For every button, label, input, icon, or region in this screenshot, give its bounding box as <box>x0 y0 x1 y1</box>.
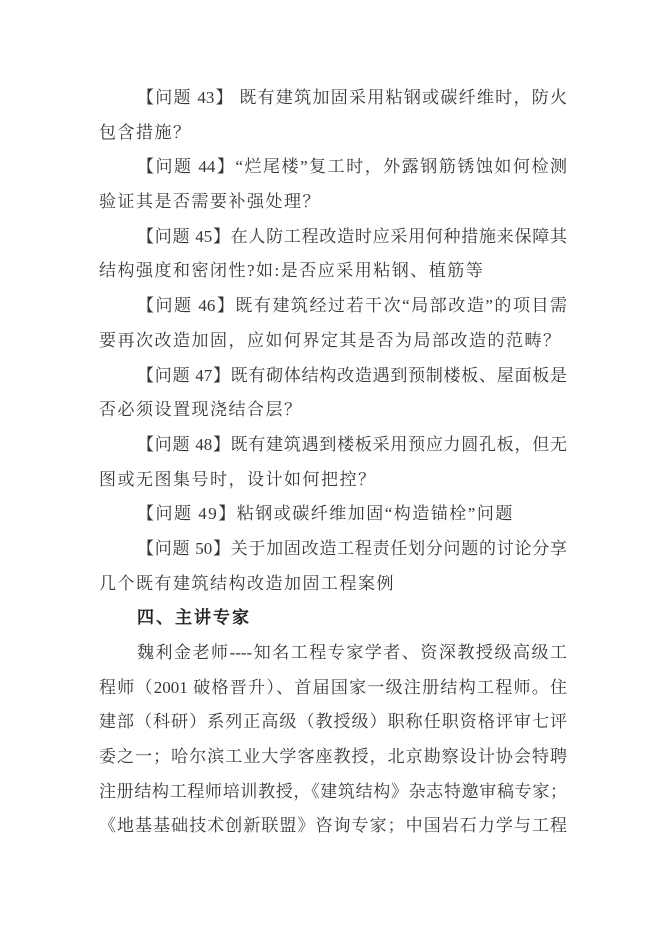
text-line: 【问题 49】粘钢或碳纤维加固“构造锚栓”问题 <box>137 504 514 524</box>
text-line: 注册结构工程师培训教授，《建筑结构》杂志特邀审稿专家； <box>99 781 567 801</box>
text-line: 【问题 43】 既有建筑加固采用粘钢或碳纤维时，防火 <box>137 88 567 107</box>
text-line: 结构强度和密闭性?如:是否应采用粘钢、植筋等 <box>99 261 485 281</box>
text-line: 否必须设置现浇结合层？ <box>99 400 303 420</box>
text-line: 《地基基础技术创新联盟》咨询专家；中国岩石力学与工程 <box>99 816 567 836</box>
text-line: 要再次改造加固，应如何界定其是否为局部改造的范畴？ <box>99 330 562 350</box>
section-heading: 四、主讲专家 <box>137 608 251 628</box>
text-line: 委之一；哈尔滨工业大学客座教授，北京勘察设计协会特聘 <box>99 747 567 767</box>
text-line: 魏利金老师----知名工程专家学者、资深教授级高级工 <box>137 643 567 662</box>
text-line: 【问题 50】关于加固改造工程责任划分问题的讨论分享 <box>137 538 567 558</box>
text-line: 几个既有建筑结构改造加固工程案例 <box>99 573 395 593</box>
text-line: 【问题 45】在人防工程改造时应采用何种措施来保障其 <box>137 226 567 246</box>
text-line: 建部（科研）系列正高级（教授级）职称任职资格评审七评 <box>99 712 567 732</box>
text-line: 【问题 47】既有砌体结构改造遇到预制楼板、屋面板是 <box>137 365 567 385</box>
text-line: 【问题 46】既有建筑经过若干次“局部改造”的项目需 <box>137 296 567 316</box>
text-line: 【问题 44】“烂尾楼”复工时，外露钢筋锈蚀如何检测 <box>137 157 567 177</box>
text-line: 【问题 48】既有建筑遇到楼板采用预应力圆孔板，但无 <box>137 434 567 454</box>
text-line: 图或无图集号时，设计如何把控？ <box>99 469 377 489</box>
text-line: 程师（2001 破格晋升）、首届国家一级注册结构工程师。住 <box>99 677 567 697</box>
text-line: 验证其是否需要补强处理？ <box>99 192 321 212</box>
text-line: 包含措施？ <box>99 122 192 142</box>
document-body <box>99 81 567 844</box>
